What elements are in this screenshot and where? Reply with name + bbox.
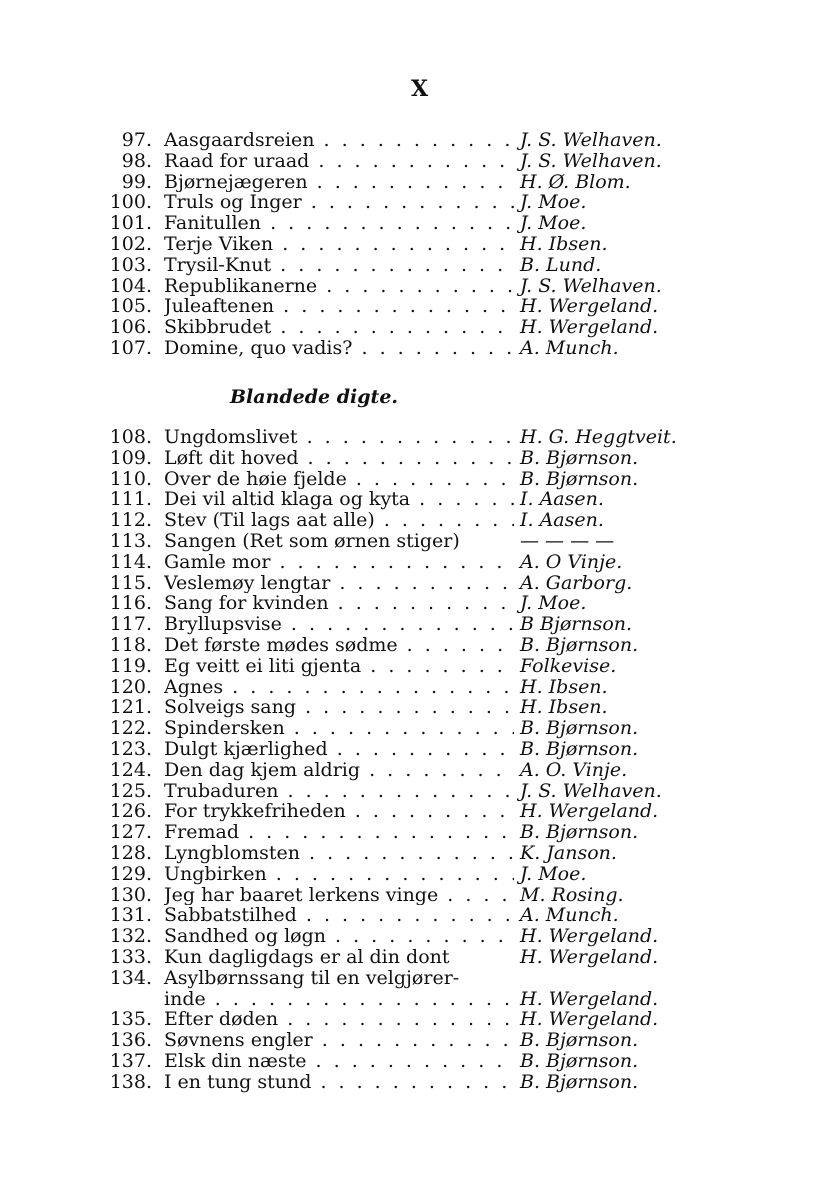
entry-title: Solveigs sang . . . <box>164 697 514 718</box>
entry-number: 132. <box>109 925 152 948</box>
entry-author: B Bjørnson. <box>520 613 633 636</box>
section-heading-text: Blandede digte. <box>229 386 399 408</box>
toc-entry <box>98 151 758 172</box>
entry-number: 116. <box>109 592 152 615</box>
entry-number: 101. <box>109 212 152 235</box>
entry-author: H. Ø. Blom. <box>520 170 631 193</box>
toc-entry <box>98 885 758 906</box>
toc-entry <box>98 926 758 947</box>
toc-entry <box>98 739 758 760</box>
entry-number: 137. <box>109 1049 152 1072</box>
toc-entry <box>98 781 758 802</box>
entry-number: 125. <box>109 779 152 802</box>
toc-entry <box>98 760 758 781</box>
toc-entry <box>98 192 758 213</box>
entry-title: Trubaduren . . . <box>164 781 514 802</box>
entry-title: Fanitullen . . . <box>164 213 514 234</box>
entry-title: Sandhed og løgn . . . <box>164 926 514 947</box>
toc-entry <box>98 614 758 635</box>
toc-entry <box>98 1030 758 1051</box>
toc-entry <box>98 469 758 490</box>
entry-author: H. Wergeland. <box>520 1008 659 1031</box>
entry-author: H. Ibsen. <box>520 696 608 719</box>
entry-title: For trykkefriheden . . . <box>164 801 514 822</box>
toc-entry <box>98 718 758 739</box>
entry-author: B. Bjørnson. <box>520 1070 639 1093</box>
entry-author: H. Wergeland. <box>520 295 659 318</box>
entry-author: H. Wergeland. <box>520 945 659 968</box>
toc-entry <box>98 593 758 614</box>
entry-number: 126. <box>109 800 152 823</box>
entry-title: Det første mødes sødme . . . <box>164 635 514 656</box>
entry-number: 117. <box>109 613 152 636</box>
entry-number: 120. <box>109 675 152 698</box>
entry-title: Lyngblomsten . . . <box>164 843 514 864</box>
entry-author: B. Bjørnson. <box>520 633 639 656</box>
entry-author: A. Munch. <box>520 904 619 927</box>
entry-title: Sang for kvinden . . . <box>164 593 514 614</box>
toc-entry <box>98 864 758 885</box>
toc-entry <box>98 801 758 822</box>
entry-title-line-2: inde . . . <box>164 989 514 1010</box>
entry-title: Sangen (Ret som ørnen stiger) <box>164 530 460 552</box>
entry-number: 112. <box>109 509 152 532</box>
toc-entry <box>98 172 758 193</box>
entry-number: 100. <box>109 191 152 214</box>
toc-entry <box>98 427 758 448</box>
entry-title: Bryllupsvise . . . <box>164 614 514 635</box>
entry-number: 136. <box>109 1029 152 1052</box>
entry-number: 108. <box>109 426 152 448</box>
toc-entry <box>98 822 758 843</box>
entry-title: Truls og Inger . . . <box>164 192 514 213</box>
entry-number: 114. <box>109 550 152 573</box>
entry-number: 133. <box>109 945 152 968</box>
entry-number: 110. <box>109 467 152 490</box>
entry-number: 103. <box>109 253 152 276</box>
entry-title: Spindersken . . . <box>164 718 514 739</box>
toc-entry <box>98 234 758 255</box>
entry-author: K. Janson. <box>520 841 617 864</box>
entry-title: Gamle mor . . . <box>164 552 514 573</box>
entry-number: 99. <box>121 170 152 193</box>
entry-title <box>164 968 514 1010</box>
entry-author: A. Garborg. <box>520 571 633 594</box>
entry-title: Søvnens engler . . . <box>164 1030 514 1051</box>
entry-title: Bjørnejægeren . . . <box>164 172 514 193</box>
entry-author: Folkevise. <box>520 654 617 677</box>
entry-title: Fremad . . . <box>164 822 514 843</box>
entry-author: H. Ibsen. <box>520 675 608 698</box>
toc-entry <box>98 697 758 718</box>
toc-entry <box>98 656 758 677</box>
entry-title: Elsk din næste . . . <box>164 1051 514 1072</box>
entry-title: Republikanerne . . . <box>164 276 514 297</box>
entry-author: M. Rosing. <box>520 883 624 906</box>
entry-number: 109. <box>109 446 152 469</box>
entry-author: H. Wergeland. <box>520 316 659 339</box>
entry-author: J. S. Welhaven. <box>520 274 662 297</box>
entry-title: Ungbirken . . . <box>164 864 514 885</box>
entry-number: 97. <box>121 129 152 151</box>
entry-title: Skibbrudet . . . <box>164 317 514 338</box>
entry-author: H. Wergeland. <box>520 800 659 823</box>
entry-number: 124. <box>109 758 152 781</box>
toc-entry <box>98 947 758 968</box>
entry-author: H. Ibsen. <box>520 232 608 255</box>
entry-author: B. Bjørnson. <box>520 1049 639 1072</box>
entry-author: J. S. Welhaven. <box>520 779 662 802</box>
entry-title: Eg veitt ei liti gjenta . . . <box>164 656 514 677</box>
entry-number: 107. <box>109 336 152 359</box>
entry-title: Terje Viken . . . <box>164 234 514 255</box>
entry-number: 138. <box>109 1070 152 1093</box>
toc-entry <box>98 338 758 359</box>
entry-title: Stev (Til lags aat alle) . . . <box>164 510 514 531</box>
toc-entry <box>98 1009 758 1030</box>
entry-author: B. Bjørnson. <box>520 446 639 469</box>
entry-title: Trysil-Knut . . . <box>164 255 514 276</box>
toc-entry <box>98 130 758 151</box>
entry-number: 106. <box>109 316 152 339</box>
entry-number: 111. <box>109 488 152 511</box>
toc-entry <box>98 573 758 594</box>
entry-author: H. G. Heggtveit. <box>520 426 677 448</box>
entry-number: 113. <box>109 529 152 552</box>
entry-number: 105. <box>109 295 152 318</box>
entry-title: Aasgaardsreien . . . <box>164 130 514 151</box>
entry-number: 118. <box>109 633 152 656</box>
entry-title: Jeg har baaret lerkens vinge . . . <box>164 885 514 906</box>
entry-title: Efter døden . . . <box>164 1009 514 1030</box>
entry-title-line-1: Asylbørnssang til en velgjører- <box>164 966 460 989</box>
toc-entry <box>98 1051 758 1072</box>
toc-entry <box>98 635 758 656</box>
entry-author: I. Aasen. <box>520 509 604 532</box>
entry-title: Ungdomslivet . . . <box>164 427 514 448</box>
entry-author: B. Bjørnson. <box>520 467 639 490</box>
entry-title: Agnes . . . <box>164 677 514 698</box>
entry-author: J. S. Welhaven. <box>520 149 662 172</box>
entry-number: 98. <box>121 149 152 172</box>
entry-title: Dei vil altid klaga og kyta . . . <box>164 489 514 510</box>
entry-number: 119. <box>109 654 152 677</box>
entry-author: A. Munch. <box>520 336 619 359</box>
entry-number: 123. <box>109 737 152 760</box>
entry-number: 135. <box>109 1008 152 1031</box>
entry-author: A. O. Vinje. <box>520 758 628 781</box>
toc-entry <box>98 276 758 297</box>
entry-author: B. Bjørnson. <box>520 1029 639 1052</box>
entry-number: 131. <box>109 904 152 927</box>
entry-title: Juleaftenen . . . <box>164 296 514 317</box>
toc-entry <box>98 489 758 510</box>
entry-title: Veslemøy lengtar . . . <box>164 573 514 594</box>
entry-title: Løft dit hoved . . . <box>164 448 514 469</box>
toc-entry <box>98 255 758 276</box>
entry-author: I. Aasen. <box>520 488 604 511</box>
entry-title: Den dag kjem aldrig . . . <box>164 760 514 781</box>
entry-title: Over de høie fjelde . . . <box>164 469 514 490</box>
entry-number: 115. <box>109 571 152 594</box>
entry-author: — — — — <box>520 529 615 552</box>
toc-entry <box>98 677 758 698</box>
entry-number: 122. <box>109 717 152 740</box>
entry-author: B. Bjørnson. <box>520 821 639 844</box>
toc-section-1 <box>98 130 758 359</box>
entry-number: 102. <box>109 232 152 255</box>
entry-title: Raad for uraad . . . <box>164 151 514 172</box>
toc-entry <box>98 968 758 1010</box>
toc-entry <box>98 510 758 531</box>
entry-title: I en tung stund . . . <box>164 1072 514 1093</box>
toc-entry <box>98 843 758 864</box>
toc-entry <box>98 213 758 234</box>
entry-number: 128. <box>109 841 152 864</box>
entry-author: J. Moe. <box>520 212 587 235</box>
entry-author: B. Bjørnson. <box>520 717 639 740</box>
entry-author: B. Bjørnson. <box>520 737 639 760</box>
entry-number: 129. <box>109 862 152 885</box>
page-number: X <box>410 76 430 102</box>
toc-section-2 <box>98 427 758 1093</box>
entry-title: Dulgt kjærlighed . . . <box>164 739 514 760</box>
entry-number: 121. <box>109 696 152 719</box>
section-heading <box>0 386 840 408</box>
entry-number: 134. <box>109 966 152 989</box>
entry-number: 127. <box>109 821 152 844</box>
entry-title: Kun dagligdags er al din dont <box>164 946 450 968</box>
entry-author: H. Wergeland. <box>520 987 659 1010</box>
entry-author: A. O Vinje. <box>520 550 623 573</box>
entry-author: J. Moe. <box>520 862 587 885</box>
toc-entry <box>98 531 758 552</box>
toc-entry <box>98 552 758 573</box>
entry-title: Sabbatstilhed . . . <box>164 905 514 926</box>
entry-author: J. S. Welhaven. <box>520 129 662 151</box>
toc-entry <box>98 296 758 317</box>
entry-title: Domine, quo vadis? . . . <box>164 338 514 359</box>
toc-entry <box>98 317 758 338</box>
toc-entry <box>98 448 758 469</box>
entry-author: H. Wergeland. <box>520 925 659 948</box>
entry-number: 130. <box>109 883 152 906</box>
toc-entry <box>98 1072 758 1093</box>
entry-author: J. Moe. <box>520 592 587 615</box>
entry-author: J. Moe. <box>520 191 587 214</box>
entry-number: 104. <box>109 274 152 297</box>
entry-author: B. Lund. <box>520 253 602 276</box>
toc-entry <box>98 905 758 926</box>
